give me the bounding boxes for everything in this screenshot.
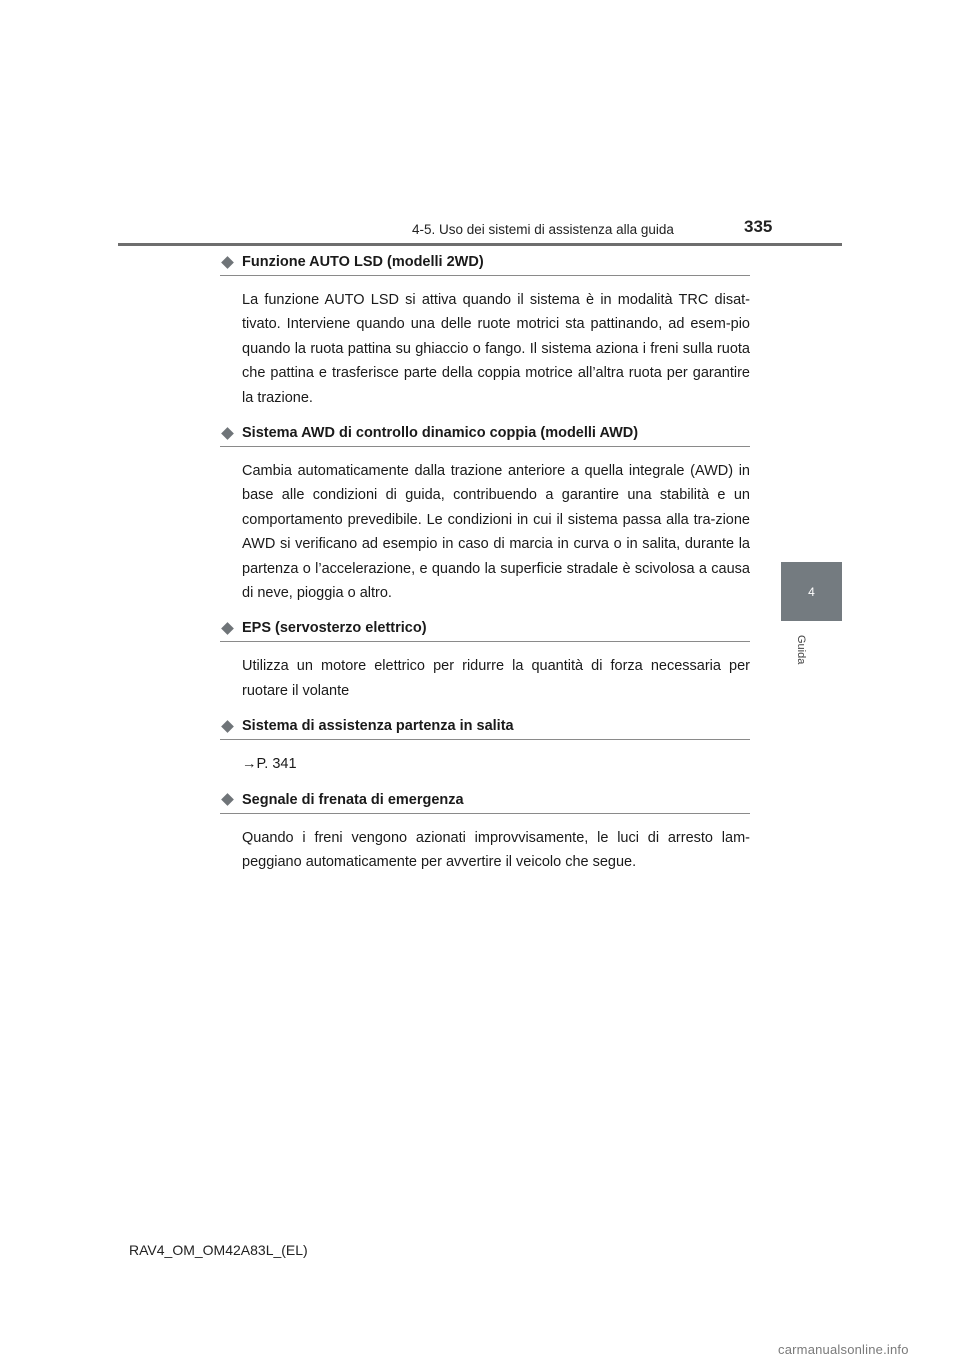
section-body: Quando i freni vengono azionati improvvisamente, le luci di arresto lam-peggiano automaticamente per avvertire il veicolo che segue. <box>242 829 750 871</box>
section-heading-text: Sistema AWD di controllo dinamico coppia (modelli AWD) <box>242 425 639 442</box>
section-body: Utilizza un motore elettrico per ridurre la quantità di forza necessaria per ruotare il volante <box>242 658 750 699</box>
page-reference-link[interactable]: →P. 341 <box>242 756 297 773</box>
diamond-bullet-icon <box>221 793 234 806</box>
section-heading-text: Segnale di frenata di emergenza <box>242 791 464 808</box>
diamond-bullet-icon <box>221 622 234 635</box>
chapter-number: 4 <box>808 584 815 599</box>
section-heading <box>220 254 750 276</box>
document-code: RAV4_OM_OM42A83L_(EL) <box>129 1242 308 1258</box>
section-heading-text: Sistema di assistenza partenza in salita <box>242 718 514 735</box>
section-hill-start-assist <box>220 718 750 776</box>
diamond-bullet-icon <box>221 256 234 269</box>
header-divider <box>118 243 842 246</box>
section-heading-text: EPS (servosterzo elettrico) <box>242 620 427 637</box>
section-heading <box>220 792 750 814</box>
section-emergency-brake-signal <box>220 792 750 875</box>
section-auto-lsd <box>220 254 750 410</box>
diamond-bullet-icon <box>221 720 234 733</box>
section-body: Cambia automaticamente dalla trazione anteriore a quella integrale (AWD) in base alle condizioni di guida, contribuendo a garantire una stabilità e un comportamento prevedibile. Le condizioni in cui il sistema passa alla tra-zione AWD si verificano ad esempio in caso di marcia in curva o in salita, durante la partenza o l’accelerazione, e quando la superficie stradale è scivolosa a causa di neve, pioggia o altro. <box>242 463 750 602</box>
diamond-bullet-icon <box>221 427 234 440</box>
section-heading <box>220 620 750 642</box>
section-eps <box>220 620 750 703</box>
section-heading <box>220 718 750 740</box>
page-number: 335 <box>744 217 773 236</box>
section-body: La funzione AUTO LSD si attiva quando il sistema è in modalità TRC disat-tivato. Interviene quando una delle ruote motrici sta pattinando, ad esem-pio quando la ruota pattina su ghiaccio o fango. Il sistema aziona i freni sulla ruota che pattina e trasferisce parte della coppia motrice all’altra ruota per garantire la trazione. <box>242 292 750 406</box>
chapter-label: Guida <box>795 635 807 665</box>
section-awd-torque <box>220 425 750 605</box>
section-heading <box>220 425 750 447</box>
watermark: carmanualsonline.info <box>778 1342 909 1357</box>
chapter-tab <box>781 562 842 621</box>
header-section-title: 4-5. Uso dei sistemi di assistenza alla guida <box>412 222 674 237</box>
main-content <box>220 254 750 875</box>
section-heading-text: Funzione AUTO LSD (modelli 2WD) <box>242 254 484 270</box>
